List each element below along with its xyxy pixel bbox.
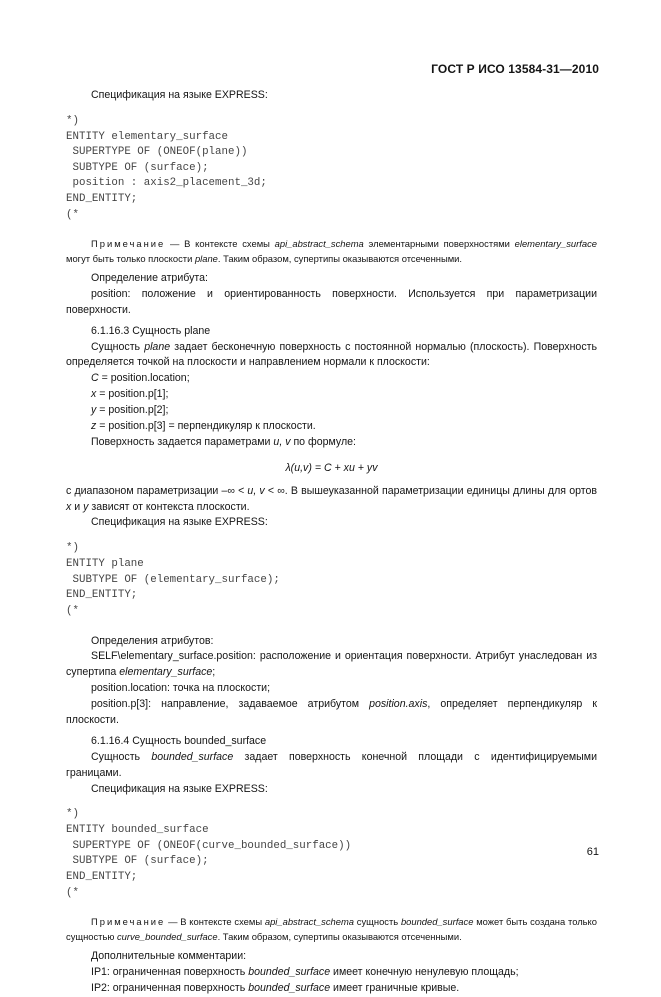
section-heading-plane: 6.1.16.3 Сущность plane	[91, 324, 211, 337]
section-heading-bounded-surface: 6.1.16.4 Сущность bounded_surface	[91, 734, 267, 747]
note-bounded-surface: Примечание — В контексте схемы api_abstract_schema сущность bounded_surface может быть создана только сущностью curve_bounded_surface. Таким образом, супертипы оказываются отсеченными.	[66, 916, 597, 942]
extra-comments-title: Дополнительные комментарии:	[91, 949, 247, 962]
parameter-range: с диапазоном параметризации –∞ < u, v < ∞. В вышеуказанной параметризации единицы длины для ортов x и y зависят от контекста плоскости.	[66, 484, 597, 513]
page-number: 61	[586, 846, 599, 858]
attribute-position-p3: position.p[3]: направление, задаваемое атрибутом position.axis, определяет перпендикуляр к плоскости.	[66, 698, 597, 726]
attribute-definition-title: Определение атрибута:	[91, 271, 208, 284]
note-label: Примечание	[91, 238, 166, 250]
attribute-definition-text: position: положение и ориентированность поверхности. Используется при параметризации поверхности.	[66, 287, 597, 316]
attribute-definitions-title: Определения атрибутов:	[91, 634, 214, 647]
express-spec-label: Спецификация на языке EXPRESS:	[91, 516, 268, 529]
informal-proposition-ip2: IP2: ограниченная поверхность bounded_surface имеет граничные кривые.	[91, 981, 460, 994]
express-code-elementary-surface: *) ENTITY elementary_surface SUPERTYPE OF (ONEOF(plane)) SUBTYPE OF (surface); position : axis2_placement_3d; END_ENTITY; (*	[66, 114, 267, 221]
equation-x: x = position.p[1];	[91, 388, 169, 401]
note-elementary-surface: Примечание — В контексте схемы api_abstract_schema элементарными поверхностями elementary_surface могут быть только плоскости plane. Таким образом, супертипы оказываются отсеченными.	[66, 238, 597, 264]
surface-formula: λ(u,v) = C + xu + yv	[285, 461, 378, 474]
note-label: Примечание	[91, 916, 166, 928]
equation-c: C = position.location;	[91, 372, 190, 385]
parameter-intro: Поверхность задается параметрами u, v по формуле:	[91, 435, 356, 448]
standard-header: ГОСТ Р ИСО 13584-31—2010	[431, 62, 599, 76]
attribute-position: SELF\elementary_surface.position: расположение и ориентация поверхности. Атрибут унаследован из супертипа elementary_surface;	[66, 650, 597, 679]
bounded-surface-description: Сущность bounded_surface задает поверхность конечной площади с идентифицируемыми границами.	[66, 750, 597, 779]
equation-y: y = position.p[2];	[91, 404, 169, 417]
informal-proposition-ip1: IP1: ограниченная поверхность bounded_surface имеет конечную ненулевую площадь;	[91, 965, 519, 978]
express-spec-label: Спецификация на языке EXPRESS:	[91, 89, 268, 101]
equation-z: z = position.p[3] = перпендикуляр к плоскости.	[91, 419, 316, 432]
express-code-bounded-surface: *) ENTITY bounded_surface SUPERTYPE OF (ONEOF(curve_bounded_surface)) SUBTYPE OF (surface); END_ENTITY; (*	[66, 808, 352, 899]
plane-description: Сущность plane задает бесконечную поверхность с постоянной нормалью (плоскость). Поверхность определяется точкой на плоскости и направлением нормали к плоскости:	[66, 340, 597, 369]
attribute-position-location: position.location: точка на плоскости;	[91, 682, 271, 695]
page-content	[66, 88, 597, 997]
express-code-plane: *) ENTITY plane SUBTYPE OF (elementary_surface); END_ENTITY; (*	[66, 542, 280, 617]
express-spec-label: Спецификация на языке EXPRESS:	[91, 782, 268, 795]
